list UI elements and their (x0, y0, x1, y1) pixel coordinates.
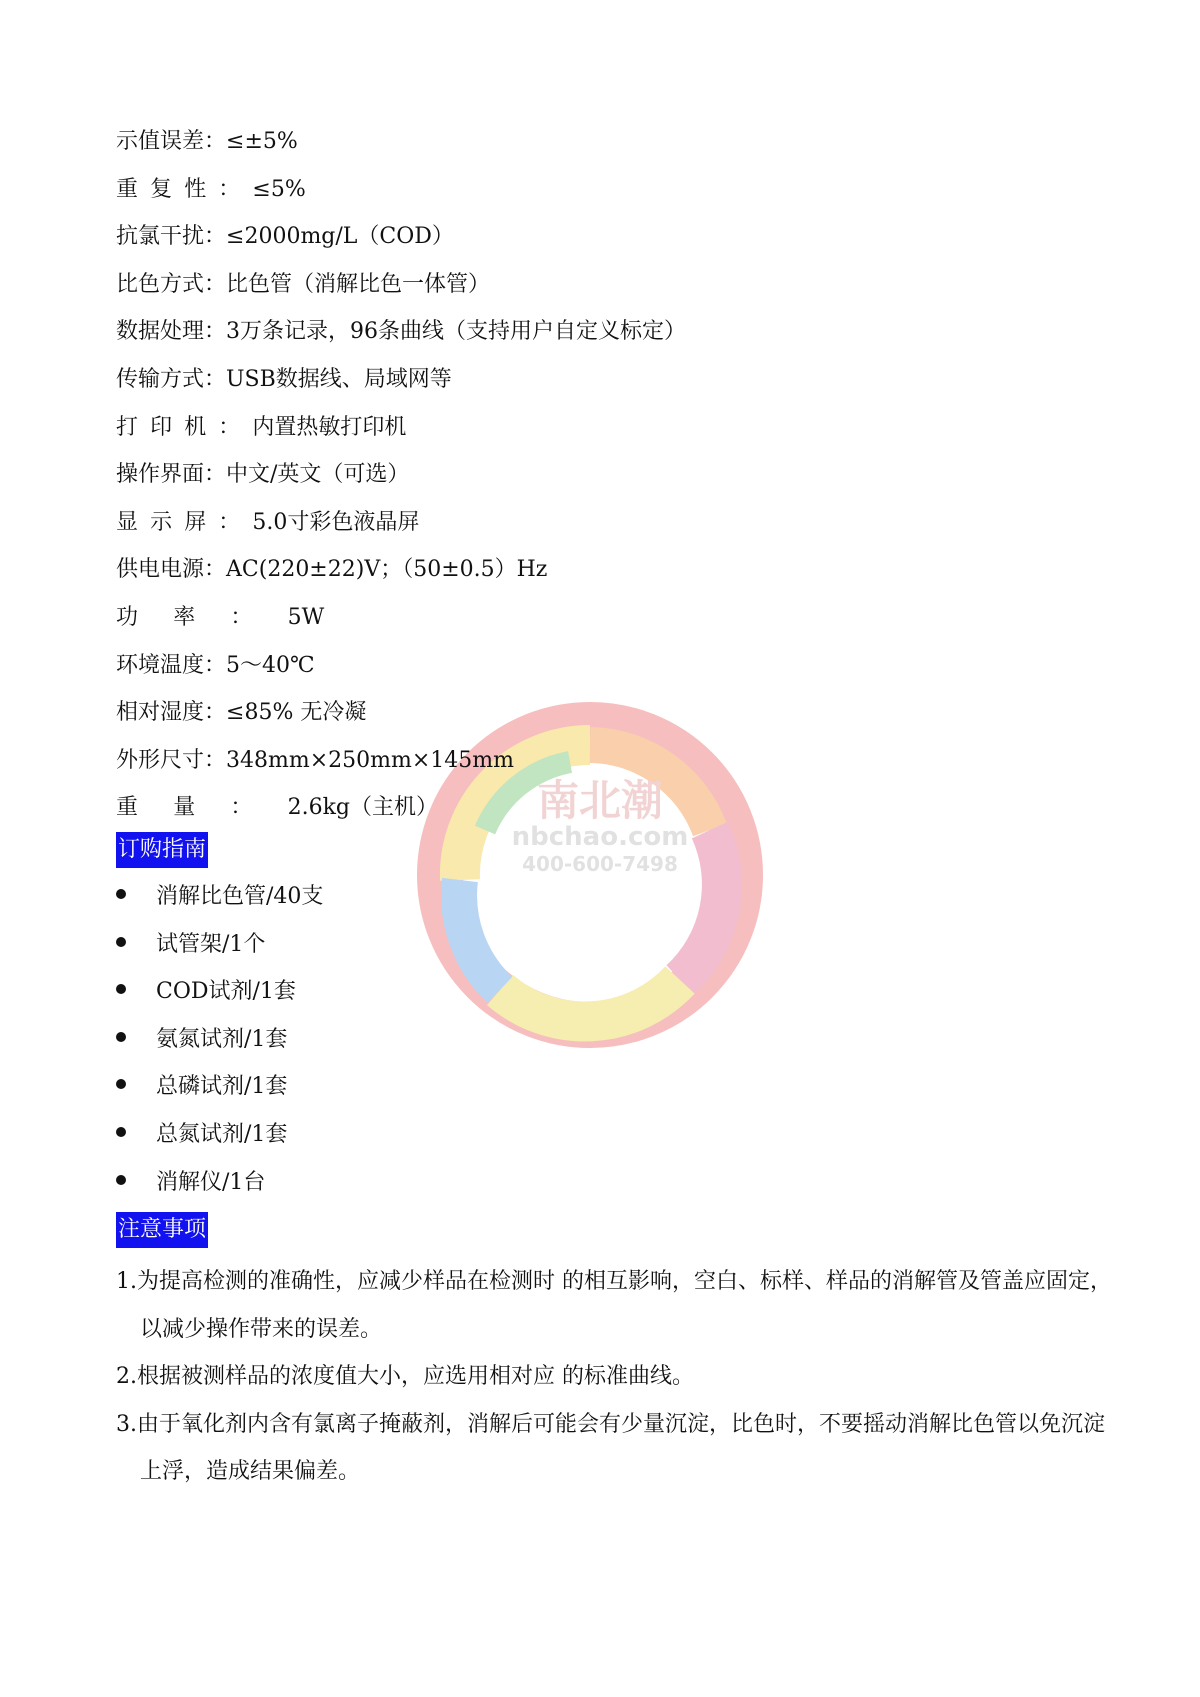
ordering-heading: 订购指南 (116, 832, 208, 868)
spec-value: 2.6kg（主机） (287, 795, 439, 821)
list-item (116, 1063, 323, 1111)
spec-row (116, 356, 686, 404)
spec-row (116, 784, 686, 832)
spec-label: 打印机： (116, 414, 253, 440)
spec-value: ≤±5% (226, 129, 298, 154)
spec-label: 显示屏： (116, 509, 253, 535)
spec-row (116, 642, 686, 690)
spec-label: 功率： (116, 604, 288, 630)
spec-row (116, 261, 686, 309)
spec-value: 5.0寸彩色液晶屏 (252, 509, 420, 535)
spec-value: 中文/英文（可选） (226, 462, 410, 488)
spec-value: USB数据线、局域网等 (226, 366, 452, 392)
list-item (116, 1111, 323, 1159)
bullet-icon (116, 1127, 126, 1137)
spec-row (116, 308, 686, 356)
spec-row (116, 546, 686, 594)
spec-label: 传输方式： (116, 366, 227, 392)
spec-row (116, 689, 686, 737)
list-item (116, 921, 323, 969)
spec-row (116, 404, 686, 452)
spec-label: 重量： (116, 795, 288, 821)
spec-value: ≤2000mg/L（COD） (226, 224, 454, 250)
spec-label: 重复性： (116, 176, 253, 202)
list-item-text: 总氮试剂/1套 (156, 1121, 288, 1147)
spec-label: 示值误差： (116, 129, 227, 154)
spec-value: ≤85% 无冷凝 (226, 700, 367, 726)
spec-row (116, 451, 686, 499)
spec-value: 5～40℃ (226, 652, 315, 678)
list-item (116, 1016, 323, 1064)
spec-value: 348mm×250mm×145mm (226, 747, 515, 773)
bullet-icon (116, 1032, 126, 1042)
spec-row (116, 594, 686, 642)
spec-row (116, 499, 686, 547)
spec-label: 数据处理： (116, 319, 227, 345)
spec-label: 外形尺寸： (116, 747, 227, 773)
spec-value: AC(220±22)V；（50±0.5）Hz (226, 557, 548, 583)
spec-label: 环境温度： (116, 652, 227, 678)
spec-value: ≤5% (252, 176, 306, 202)
bullet-icon (116, 1079, 126, 1089)
list-item (116, 968, 323, 1016)
list-item-text: 消解仪/1台 (156, 1169, 266, 1195)
spec-value: 3万条记录，96条曲线（支持用户自定义标定） (226, 319, 687, 345)
watermark-brand: 南北潮 (536, 776, 663, 825)
spec-value: 5W (287, 604, 325, 630)
watermark-phone: 400-600-7498 (522, 852, 678, 876)
spec-label: 操作界面： (116, 462, 227, 488)
list-item (116, 873, 323, 921)
spec-row (116, 166, 686, 214)
spec-value: 内置热敏打印机 (252, 414, 407, 440)
bullet-icon (116, 1175, 126, 1185)
list-item-text: COD试剂/1套 (156, 979, 296, 1005)
note-item: 1.为提高检测的准确性，应减少样品在检测时 的相互影响，空白、标样、样品的消解管及管盖应固定，以减少操作带来的误差。 (116, 1269, 1112, 1342)
spec-value: 比色管（消解比色一体管） (226, 271, 491, 297)
spec-row (116, 737, 686, 785)
list-item-text: 试管架/1个 (156, 931, 266, 957)
list-item-text: 消解比色管/40支 (156, 884, 324, 909)
spec-label: 比色方式： (116, 271, 227, 297)
bullet-icon (116, 984, 126, 994)
list-item (116, 1159, 323, 1207)
ordering-list (116, 873, 323, 1206)
spec-row (116, 213, 686, 261)
list-item-text: 氨氮试剂/1套 (156, 1026, 288, 1052)
note-item: 3.由于氧化剂内含有氯离子掩蔽剂，消解后可能会有少量沉淀，比色时，不要摇动消解比色管以免沉淀上浮，造成结果偏差。 (116, 1411, 1105, 1485)
note-item: 2.根据被测样品的浓度值大小，应选用相对应 的标准曲线。 (116, 1364, 694, 1390)
notes-list (116, 1258, 1116, 1496)
watermark-domain: nbchao.com (511, 822, 689, 852)
spec-label: 相对湿度： (116, 700, 227, 726)
bullet-icon (116, 889, 126, 899)
spec-list (116, 118, 686, 832)
spec-label: 抗氯干扰： (116, 224, 227, 250)
notes-heading: 注意事项 (116, 1212, 208, 1248)
bullet-icon (116, 937, 126, 947)
list-item-text: 总磷试剂/1套 (156, 1074, 288, 1100)
spec-row (116, 118, 686, 166)
spec-label: 供电电源： (116, 557, 227, 583)
